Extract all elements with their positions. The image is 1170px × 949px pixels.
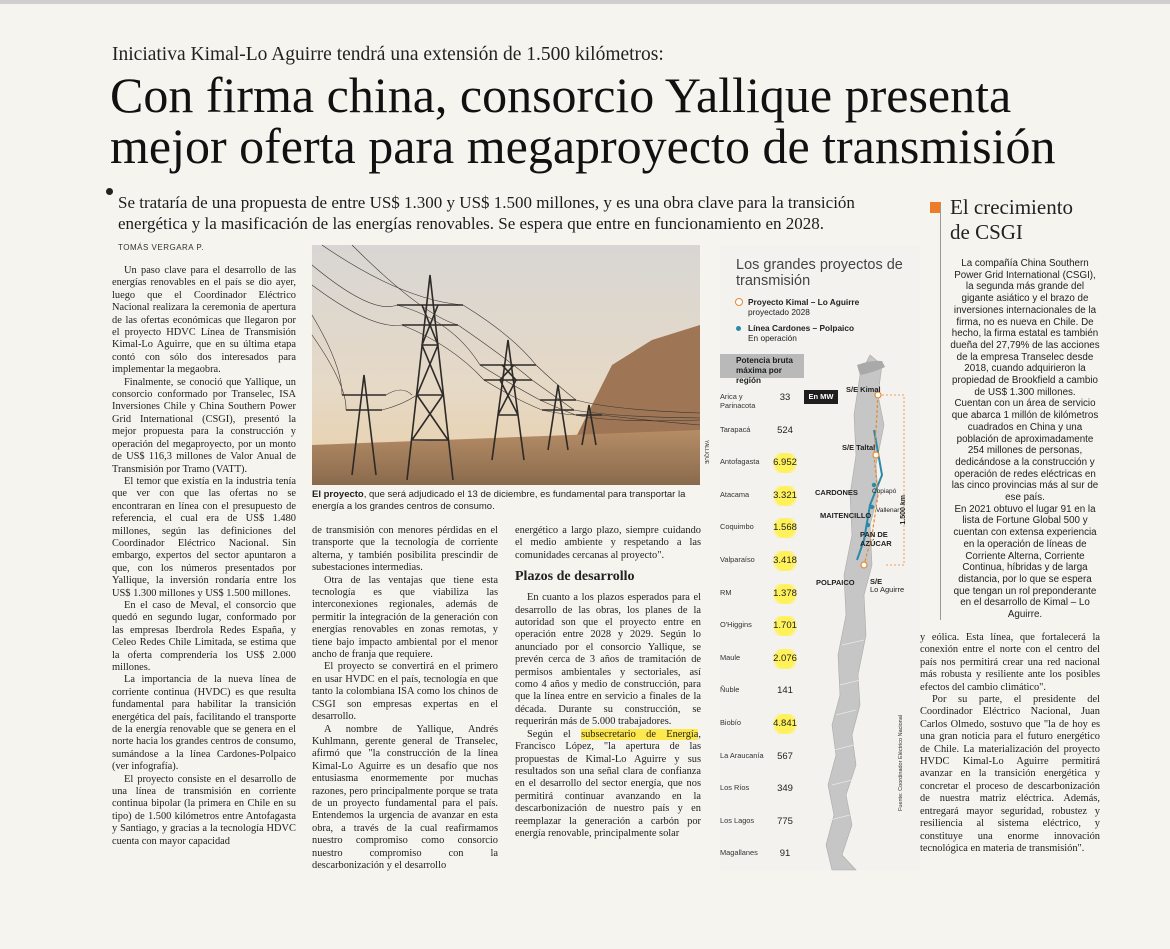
column-3 <box>515 525 701 860</box>
region-value: 6.952 <box>770 453 800 473</box>
infographic <box>720 245 920 870</box>
map-label-kimal: S/E Kimal <box>846 385 881 394</box>
region-name: Los Ríos <box>720 783 750 793</box>
region-name: Maule <box>720 652 741 662</box>
region-name: La Araucanía <box>720 750 764 760</box>
region-name: O'Higgins <box>720 620 752 630</box>
region-name: Arica y Parinacota <box>720 392 756 410</box>
sidebar-rule <box>940 205 941 620</box>
caption-text: , que será adjudicado el 13 de diciembre, es fundamental para transportar la energía a los grandes centros de consumo. <box>312 489 686 512</box>
paragraph: y eólica. Esta línea, que fortalecerá la conexión entre el norte con el centro del país nos permitirá crear una red nacional más robusta y resiliente ante los posibles efectos del cambio climático". <box>920 632 1100 693</box>
paragraph: Un paso clave para el desarrollo de las energías renovables en el país se dio ayer, luego que el Coordinador Eléctrico Nacional realizara la ceremonia de apertura de las ofertas económicas que llegaron por el proyecto HDVC Línea de Transmisión Kimal-Lo Aguirre, que en su última etapa contó con sólo dos interesados para implementar la megaobra. <box>112 265 296 376</box>
map-label-taltal: S/E Taltal <box>842 443 876 452</box>
legend-status: En operación <box>748 333 797 343</box>
infographic-source: Fuente: Coordinador Eléctrico Nacional <box>898 715 904 811</box>
lead: Se trataría de una propuesta de entre US$ 1.300 y US$ 1.500 millones, y es una obra clave para la transición energética y la masificación de las energías renovables. Se espera que entre en funcionamiento en 2028. <box>118 193 855 233</box>
column-1 <box>112 265 296 865</box>
sidebar-paragraph: En 2021 obtuvo el lugar 91 en la lista de Fortune Global 500 y cuentan con extensa experiencia en la operación de líneas de Corriente Alterna, Corriente Continua, híbridas y de larga distancia, por lo que se espera que tengan un rol preponderante en el desarrollo de Kimal – Lo Aguirre. <box>953 503 1097 621</box>
map-label-text: Lo Aguirre <box>870 585 905 594</box>
unit-badge: En MW <box>804 390 838 404</box>
region-value: 349 <box>777 783 793 795</box>
paragraph <box>515 729 701 841</box>
region-name: Biobío <box>720 718 741 727</box>
map-label-text: S/E <box>870 577 883 586</box>
lead-bullet <box>106 188 113 195</box>
legend-status: proyectado 2028 <box>748 307 810 317</box>
region-value: 775 <box>777 815 793 827</box>
paragraph: Finalmente, se conoció que Yallique, un consorcio conformado por Transelec, ISA Inversiones Chile y China Southern Power Grid International (CSGI), presentó la mejor propuesta para la construcción y operación del megaproyecto, por un monto de US$ 116,3 millones de Valor Anual de Transmisión por Tramo (VATT). <box>112 376 296 475</box>
region-value: 91 <box>779 848 791 860</box>
sidebar-text <box>950 258 1100 621</box>
highlighted-text: subsecretario de Energía <box>581 728 699 740</box>
section-subhead: Plazos de desarrollo <box>515 569 635 585</box>
map-label-copiapo: Copiapó <box>872 488 897 495</box>
region-value: 524 <box>777 424 793 436</box>
region-value: 2.076 <box>770 649 800 669</box>
text-run: , Francisco López, "la apertura de las propuestas de Kimal-Lo Aguirre y sus resultados son una señal clara de confianza en el desarrollo del sector energía, que nos permitirá continuar avanzando en la descarbonización de nuestro país y en reemplazar la generación a carbón por energía renovable, principalmente solar <box>515 728 701 839</box>
paragraph: En el caso de Meval, el consorcio que quedó en segundo lugar, conformado por las empresas Iberdrola Redes España, y Celeo Redes Chile Limitada, se estima que la oferta comprendería los US$ 2.000 millones. <box>112 599 296 673</box>
map-label-polpaico: POLPAICO <box>816 578 855 587</box>
paragraph: En cuanto a los plazos esperados para el desarrollo de las obras, los planes de la autoridad son que el proyecto entre en operación entre 2028 y 2029. Según lo anunciado por el consorcio Yallique, se prevén cerca de 3 años de tramitación de permisos ambientales y sectoriales, así como 4 años y medio de construcción, para que la línea entre en servicio a finales de la década. Durante su construcción, se requerirán más de 5.000 trabajadores. <box>515 592 701 728</box>
sidebar-title-line-1: El crecimiento <box>950 195 1074 219</box>
legend-name: Proyecto Kimal – Lo Aguirre <box>748 297 860 307</box>
region-name: Coquimbo <box>720 522 754 532</box>
region-name: Atacama <box>720 489 750 499</box>
caption-lead: El proyecto <box>312 489 364 500</box>
text-run: Según el <box>527 728 582 740</box>
sidebar-title <box>950 195 1110 245</box>
region-value: 33 <box>779 392 791 403</box>
map-label-text: PAN DE <box>860 530 888 539</box>
photo-illustration <box>312 245 700 485</box>
headline <box>110 67 1110 174</box>
sidebar-title-line-2: de CSGI <box>950 220 1023 244</box>
sidebar-paragraph: La compañía China Southern Power Grid International (CSGI), la segunda más grande del gigante asiático y el brazo de inversiones internacionales de la firma, no es nueva en Chile. De hecho, la firma estatal es también dueña del 27,79% de las acciones de la empresa Transelec desde 2018, cuando adquirieron la propiedad de Brookfield a cambio de US$ 1.300 millones. <box>950 258 1100 398</box>
headline-line-1: Con firma china, consorcio Yallique presenta <box>110 67 1012 123</box>
top-rule <box>0 0 1170 4</box>
headline-line-2: mejor oferta para megaproyecto de transmisión <box>110 118 1056 174</box>
map-label-text: AZÚCAR <box>860 539 892 548</box>
region-value: 1.701 <box>770 616 800 636</box>
paragraph: de transmisión con menores pérdidas en el transporte que la tecnología de corriente alterna, y también posibilita prescindir de subestaciones intermedias. <box>312 525 498 574</box>
paragraph: El temor que existía en la industria tenía que ver con que las ofertas no se encontraran en línea con el presupuesto de referencia, el cual era de US$ 1.480 millones, según las definiciones del Coordinador Eléctrico Nacional. Sin embargo, expertos del sector apuntaron a que, con los números presentados por Yallique, la inversión rondaría entre los US$ 1.300 millones y US$ 1.500 millones. <box>112 475 296 599</box>
map-labels <box>720 245 920 870</box>
region-name: Antofagasta <box>720 457 760 467</box>
region-name: Los Lagos <box>720 815 755 825</box>
region-value: 3.321 <box>770 486 800 506</box>
region-value: 1.378 <box>770 584 800 604</box>
region-value: 1.568 <box>770 518 800 538</box>
kicker: Iniciativa Kimal-Lo Aguirre tendrá una extensión de 1.500 kilómetros: <box>112 44 664 65</box>
map-label-distance: 1.500 km <box>900 495 907 525</box>
paragraph: energético a largo plazo, siempre cuidando el medio ambiente y respetando a las comunidades cercanas al proyecto". <box>515 525 701 561</box>
map-label-lo-aguirre <box>870 578 904 594</box>
paragraph: El proyecto se convertirá en el primero en usar HVDC en el país, tecnología en que tanto la colombiana ISA como los chinos de CSGI son empresas expertas en el desarrollo. <box>312 661 498 723</box>
paragraph: Otra de las ventajas que tiene esta tecnología es que viabiliza las interconexiones regionales, además de permitir la integración de la generación con energías renovables en zonas remotas, y tiene bajo impacto ambiental por el menor ancho de franja que requiere. <box>312 574 498 661</box>
region-name: Valparaíso <box>720 555 755 564</box>
region-name: RM <box>720 587 732 597</box>
region-name: Magallanes <box>720 848 758 858</box>
column-2 <box>312 525 498 871</box>
region-value: 141 <box>777 685 793 697</box>
sidebar-paragraph: Cuentan con un área de servicio que abarca 1 millón de kilómetros cuadrados en China y una población de aproximadamente 254 millones de personas, dedicándose a la construcción y operación de redes eléctricas en las cinco provincias más al sur de ese país. <box>951 398 1099 504</box>
map-label-pan-de-azucar <box>860 530 892 548</box>
map-label-maitencillo: MAITENCILLO <box>820 511 872 520</box>
paragraph: A nombre de Yallique, Andrés Kuhlmann, gerente general de Transelec, afirmó que "la construcción de la línea Kimal-Lo Aguirre es un desafío que nos entusiasma enormemente por muchas razones, pero principalmente porque se trata de un proyecto fundamental para el país. Entendemos la urgencia de avanzar en esta obra, a través de la cual reafirmamos nuestro compromiso como consorcio nuestro compromiso con la descarbonización y el desarrollo <box>312 723 498 871</box>
region-value: 3.418 <box>770 551 800 571</box>
byline: TOMÁS VERGARA P. <box>118 243 204 252</box>
paragraph: Por su parte, el presidente del Coordinador Eléctrico Nacional, Juan Carlos Olmedo, sostuvo que "la de hoy es una gran noticia para el futuro energético de Chile. La materialización del proyecto HVDC Kimal-Lo Aguirre permitirá avanzar en la transición energética y concretar el proceso de descarbonización de nuestra matriz eléctrica. Además, entregará mayor seguridad, robustez y resiliencia al sistema eléctrico, y constituye una enorme innovación tecnológica en materia de transmisión". <box>920 694 1100 854</box>
column-5 <box>920 632 1100 867</box>
photo-caption <box>312 489 702 513</box>
paragraph: La importancia de la nueva línea de corriente continua (HVDC) es que resulta fundamental para habilitar la transición energética del país, facilitando el transporte de la energía renovable que se genera en el norte hacia los grandes centros de consumo, sumándose a la línea Cardones-Polpaico (ver infografía). <box>112 674 296 773</box>
region-name: Ñuble <box>720 685 740 695</box>
region-name: Tarapacá <box>720 424 751 434</box>
map-label-cardones: CARDONES <box>815 488 858 497</box>
legend-name: Línea Cardones – Polpaico <box>748 323 855 333</box>
infographic-title: Los grandes proyectos de transmisión <box>736 257 903 289</box>
photo-credit: YALLIQUE <box>703 440 709 465</box>
region-value: 567 <box>777 750 793 762</box>
power-label: Potencia bruta máxima por región <box>720 354 804 378</box>
paragraph: El proyecto consiste en el desarrollo de una línea de transmisión en corriente continua bipolar (la primera en Chile en su tipo) de 1.500 kilómetros entre Antofagasta y Santiago, y gracias a la tecnología HDVC cuenta con mayor capacidad <box>112 773 296 847</box>
photo-transmission-towers <box>312 245 700 485</box>
region-value: 4.841 <box>770 714 800 734</box>
map-label-vallenar: Vallenar <box>876 507 900 514</box>
